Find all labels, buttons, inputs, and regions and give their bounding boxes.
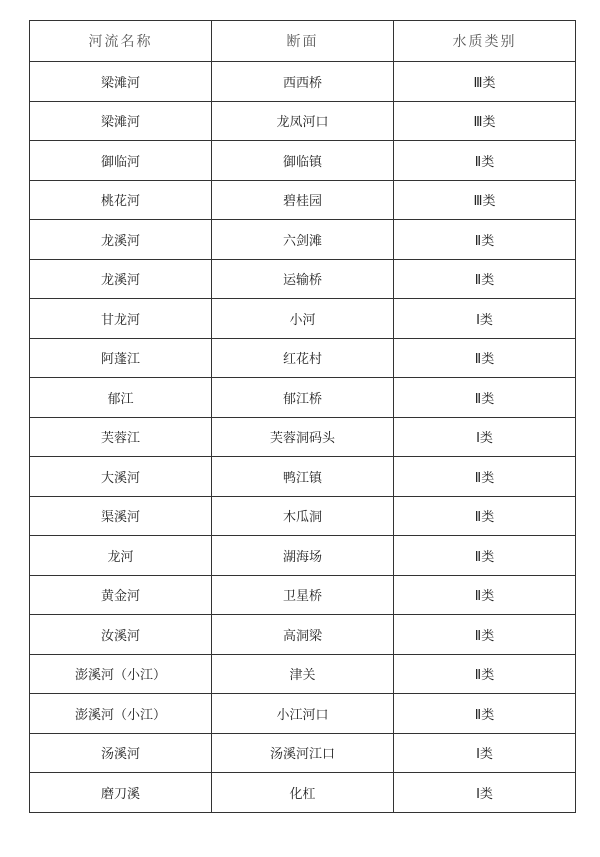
water-quality-class-cell: Ⅱ类	[394, 654, 576, 694]
section-cell: 红花村	[212, 338, 394, 378]
header-water-quality-class: 水质类别	[394, 21, 576, 62]
table-row	[30, 654, 576, 694]
table-row	[30, 299, 576, 339]
water-quality-class-cell: Ⅱ类	[394, 338, 576, 378]
section-cell: 鸭江镇	[212, 457, 394, 497]
water-quality-class-cell: Ⅲ类	[394, 180, 576, 220]
river-name-cell: 磨刀溪	[30, 773, 212, 813]
section-cell: 芙蓉洞码头	[212, 417, 394, 457]
table-row	[30, 773, 576, 813]
table-header	[30, 21, 576, 62]
section-cell: 御临镇	[212, 141, 394, 181]
river-name-cell: 阿蓬江	[30, 338, 212, 378]
section-cell: 津关	[212, 654, 394, 694]
river-name-cell: 汝溪河	[30, 615, 212, 655]
river-name-cell: 汤溪河	[30, 733, 212, 773]
river-name-cell: 甘龙河	[30, 299, 212, 339]
table-row	[30, 220, 576, 260]
header-river-name: 河流名称	[30, 21, 212, 62]
section-cell: 化杠	[212, 773, 394, 813]
section-cell: 小河	[212, 299, 394, 339]
section-cell: 龙凤河口	[212, 101, 394, 141]
table-row	[30, 457, 576, 497]
header-row	[30, 21, 576, 62]
water-quality-class-cell: Ⅲ类	[394, 101, 576, 141]
table-row	[30, 259, 576, 299]
section-cell: 六剑滩	[212, 220, 394, 260]
river-name-cell: 桃花河	[30, 180, 212, 220]
river-name-cell: 梁滩河	[30, 62, 212, 102]
river-name-cell: 澎溪河（小江）	[30, 654, 212, 694]
river-name-cell: 龙溪河	[30, 220, 212, 260]
table-row	[30, 694, 576, 734]
river-name-cell: 龙河	[30, 536, 212, 576]
water-quality-class-cell: Ⅱ类	[394, 378, 576, 418]
water-quality-class-cell: Ⅰ类	[394, 733, 576, 773]
table-row	[30, 575, 576, 615]
table-row	[30, 338, 576, 378]
water-quality-class-cell: Ⅱ类	[394, 615, 576, 655]
river-name-cell: 龙溪河	[30, 259, 212, 299]
river-name-cell: 御临河	[30, 141, 212, 181]
water-quality-table	[29, 20, 576, 813]
section-cell: 汤溪河江口	[212, 733, 394, 773]
table-row	[30, 417, 576, 457]
water-quality-class-cell: Ⅱ类	[394, 694, 576, 734]
section-cell: 小江河口	[212, 694, 394, 734]
table-row	[30, 733, 576, 773]
table-row	[30, 101, 576, 141]
river-name-cell: 渠溪河	[30, 496, 212, 536]
header-section: 断面	[212, 21, 394, 62]
water-quality-class-cell: Ⅲ类	[394, 62, 576, 102]
river-name-cell: 澎溪河（小江）	[30, 694, 212, 734]
river-name-cell: 芙蓉江	[30, 417, 212, 457]
water-quality-class-cell: Ⅱ类	[394, 259, 576, 299]
water-quality-class-cell: Ⅰ类	[394, 773, 576, 813]
water-quality-class-cell: Ⅰ类	[394, 299, 576, 339]
water-quality-class-cell: Ⅰ类	[394, 417, 576, 457]
section-cell: 卫星桥	[212, 575, 394, 615]
river-name-cell: 梁滩河	[30, 101, 212, 141]
section-cell: 郁江桥	[212, 378, 394, 418]
section-cell: 高洞梁	[212, 615, 394, 655]
water-quality-class-cell: Ⅱ类	[394, 536, 576, 576]
section-cell: 湖海场	[212, 536, 394, 576]
water-quality-class-cell: Ⅱ类	[394, 141, 576, 181]
river-name-cell: 大溪河	[30, 457, 212, 497]
table-row	[30, 496, 576, 536]
section-cell: 木瓜洞	[212, 496, 394, 536]
table-row	[30, 180, 576, 220]
river-name-cell: 郁江	[30, 378, 212, 418]
table-body	[30, 62, 576, 813]
river-name-cell: 黄金河	[30, 575, 212, 615]
water-quality-class-cell: Ⅱ类	[394, 496, 576, 536]
table-row	[30, 378, 576, 418]
water-quality-class-cell: Ⅱ类	[394, 457, 576, 497]
table-row	[30, 536, 576, 576]
section-cell: 运输桥	[212, 259, 394, 299]
table-row	[30, 62, 576, 102]
section-cell: 西西桥	[212, 62, 394, 102]
water-quality-class-cell: Ⅱ类	[394, 575, 576, 615]
table-row	[30, 141, 576, 181]
water-quality-class-cell: Ⅱ类	[394, 220, 576, 260]
table-row	[30, 615, 576, 655]
section-cell: 碧桂园	[212, 180, 394, 220]
